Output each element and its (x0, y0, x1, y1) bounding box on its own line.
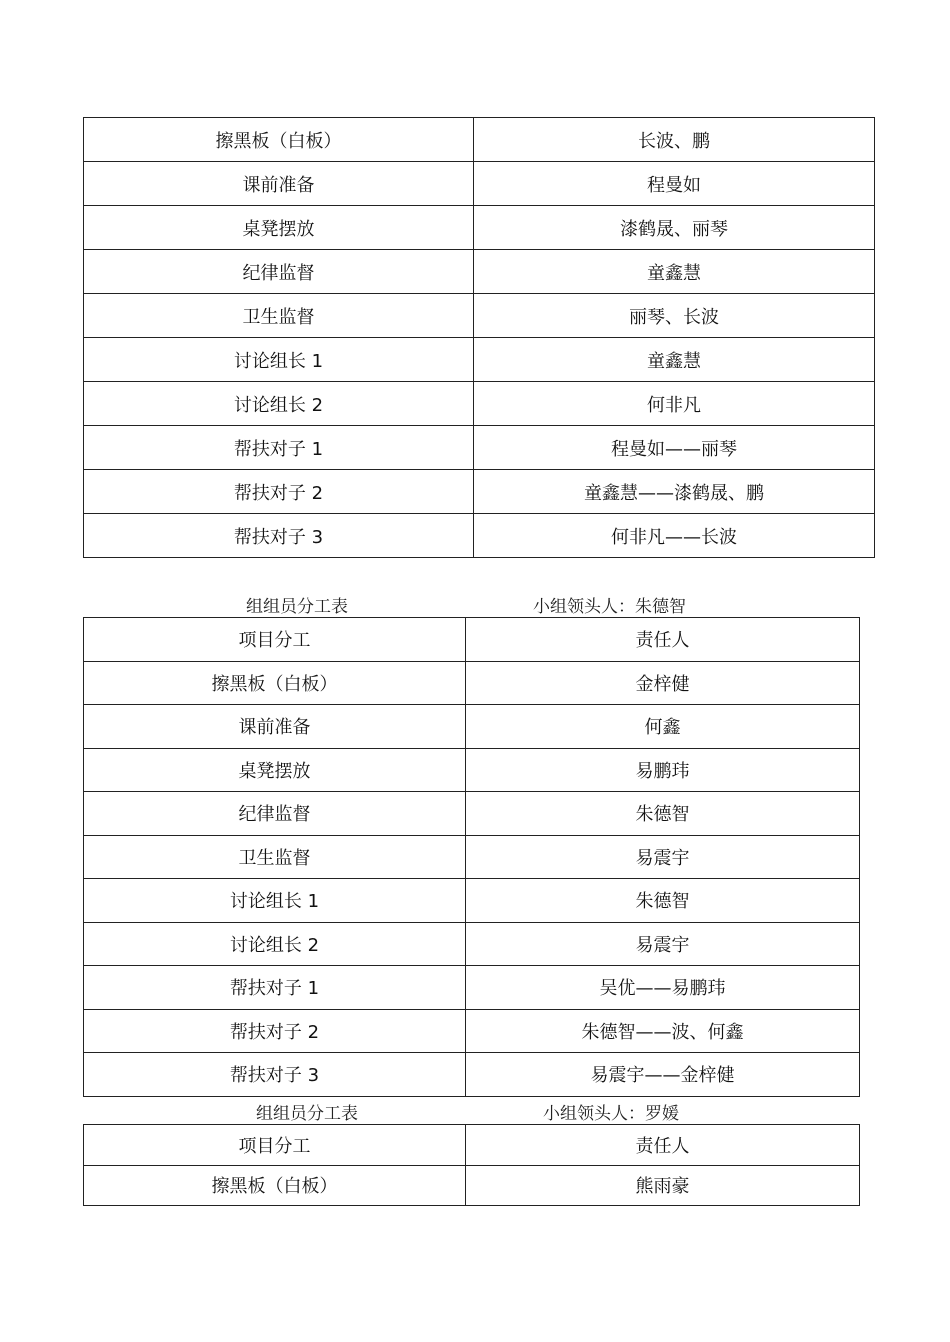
task-cell: 课前准备 (84, 162, 474, 206)
table-row (84, 250, 875, 294)
table-header-row (84, 1125, 860, 1166)
task-cell: 帮扶对子 2 (84, 1009, 466, 1053)
person-cell: 易震宇——金梓健 (466, 1053, 860, 1097)
group-duty-table-2 (83, 617, 860, 1097)
table-caption-leader: 小组领头人：朱德智 (533, 597, 686, 617)
table-row (84, 162, 875, 206)
table-row (84, 1009, 860, 1053)
table-row (84, 1165, 860, 1206)
header-task: 项目分工 (84, 1125, 466, 1166)
task-cell: 讨论组长 2 (84, 922, 466, 966)
task-cell: 课前准备 (84, 705, 466, 749)
table-row (84, 661, 860, 705)
table-row (84, 338, 875, 382)
group-duty-table-1 (83, 117, 875, 558)
table-row (84, 470, 875, 514)
task-cell: 桌凳摆放 (84, 748, 466, 792)
table-row (84, 922, 860, 966)
task-cell: 卫生监督 (84, 835, 466, 879)
person-cell: 朱德智 (466, 792, 860, 836)
person-cell: 易震宇 (466, 922, 860, 966)
person-cell: 童鑫慧——漆鹤晟、鹏 (474, 470, 875, 514)
task-cell: 帮扶对子 3 (84, 514, 474, 558)
task-cell: 擦黑板（白板） (84, 118, 474, 162)
table-row (84, 294, 875, 338)
table-row (84, 1053, 860, 1097)
header-person: 责任人 (466, 1125, 860, 1166)
person-cell: 何鑫 (466, 705, 860, 749)
task-cell: 擦黑板（白板） (84, 661, 466, 705)
person-cell: 漆鹤晟、丽琴 (474, 206, 875, 250)
person-cell: 童鑫慧 (474, 250, 875, 294)
table-row (84, 382, 875, 426)
person-cell: 金梓健 (466, 661, 860, 705)
table-caption-title: 组组员分工表 (246, 597, 348, 617)
task-cell: 卫生监督 (84, 294, 474, 338)
group-duty-table-3 (83, 1124, 860, 1206)
table-row (84, 835, 860, 879)
person-cell: 何非凡 (474, 382, 875, 426)
task-cell: 讨论组长 2 (84, 382, 474, 426)
header-person: 责任人 (466, 618, 860, 662)
person-cell: 丽琴、长波 (474, 294, 875, 338)
task-cell: 讨论组长 1 (84, 879, 466, 923)
task-cell: 讨论组长 1 (84, 338, 474, 382)
person-cell: 易震宇 (466, 835, 860, 879)
header-task: 项目分工 (84, 618, 466, 662)
task-cell: 帮扶对子 3 (84, 1053, 466, 1097)
table-row (84, 879, 860, 923)
person-cell: 朱德智——波、何鑫 (466, 1009, 860, 1053)
table-row (84, 426, 875, 470)
task-cell: 纪律监督 (84, 250, 474, 294)
task-cell: 帮扶对子 1 (84, 426, 474, 470)
table-row (84, 792, 860, 836)
person-cell: 朱德智 (466, 879, 860, 923)
person-cell: 童鑫慧 (474, 338, 875, 382)
task-cell: 桌凳摆放 (84, 206, 474, 250)
table-caption-title: 组组员分工表 (256, 1104, 358, 1124)
person-cell: 易鹏玮 (466, 748, 860, 792)
task-cell: 纪律监督 (84, 792, 466, 836)
table-header-row (84, 618, 860, 662)
table-row (84, 118, 875, 162)
table-row (84, 514, 875, 558)
task-cell: 帮扶对子 2 (84, 470, 474, 514)
table-row (84, 206, 875, 250)
task-cell: 帮扶对子 1 (84, 966, 466, 1010)
task-cell: 擦黑板（白板） (84, 1165, 466, 1206)
table-row (84, 966, 860, 1010)
person-cell: 吴优——易鹏玮 (466, 966, 860, 1010)
table-row (84, 705, 860, 749)
table-row (84, 748, 860, 792)
person-cell: 长波、鹏 (474, 118, 875, 162)
person-cell: 熊雨豪 (466, 1165, 860, 1206)
person-cell: 程曼如——丽琴 (474, 426, 875, 470)
person-cell: 何非凡——长波 (474, 514, 875, 558)
person-cell: 程曼如 (474, 162, 875, 206)
table-caption-leader: 小组领头人：罗媛 (543, 1104, 679, 1124)
